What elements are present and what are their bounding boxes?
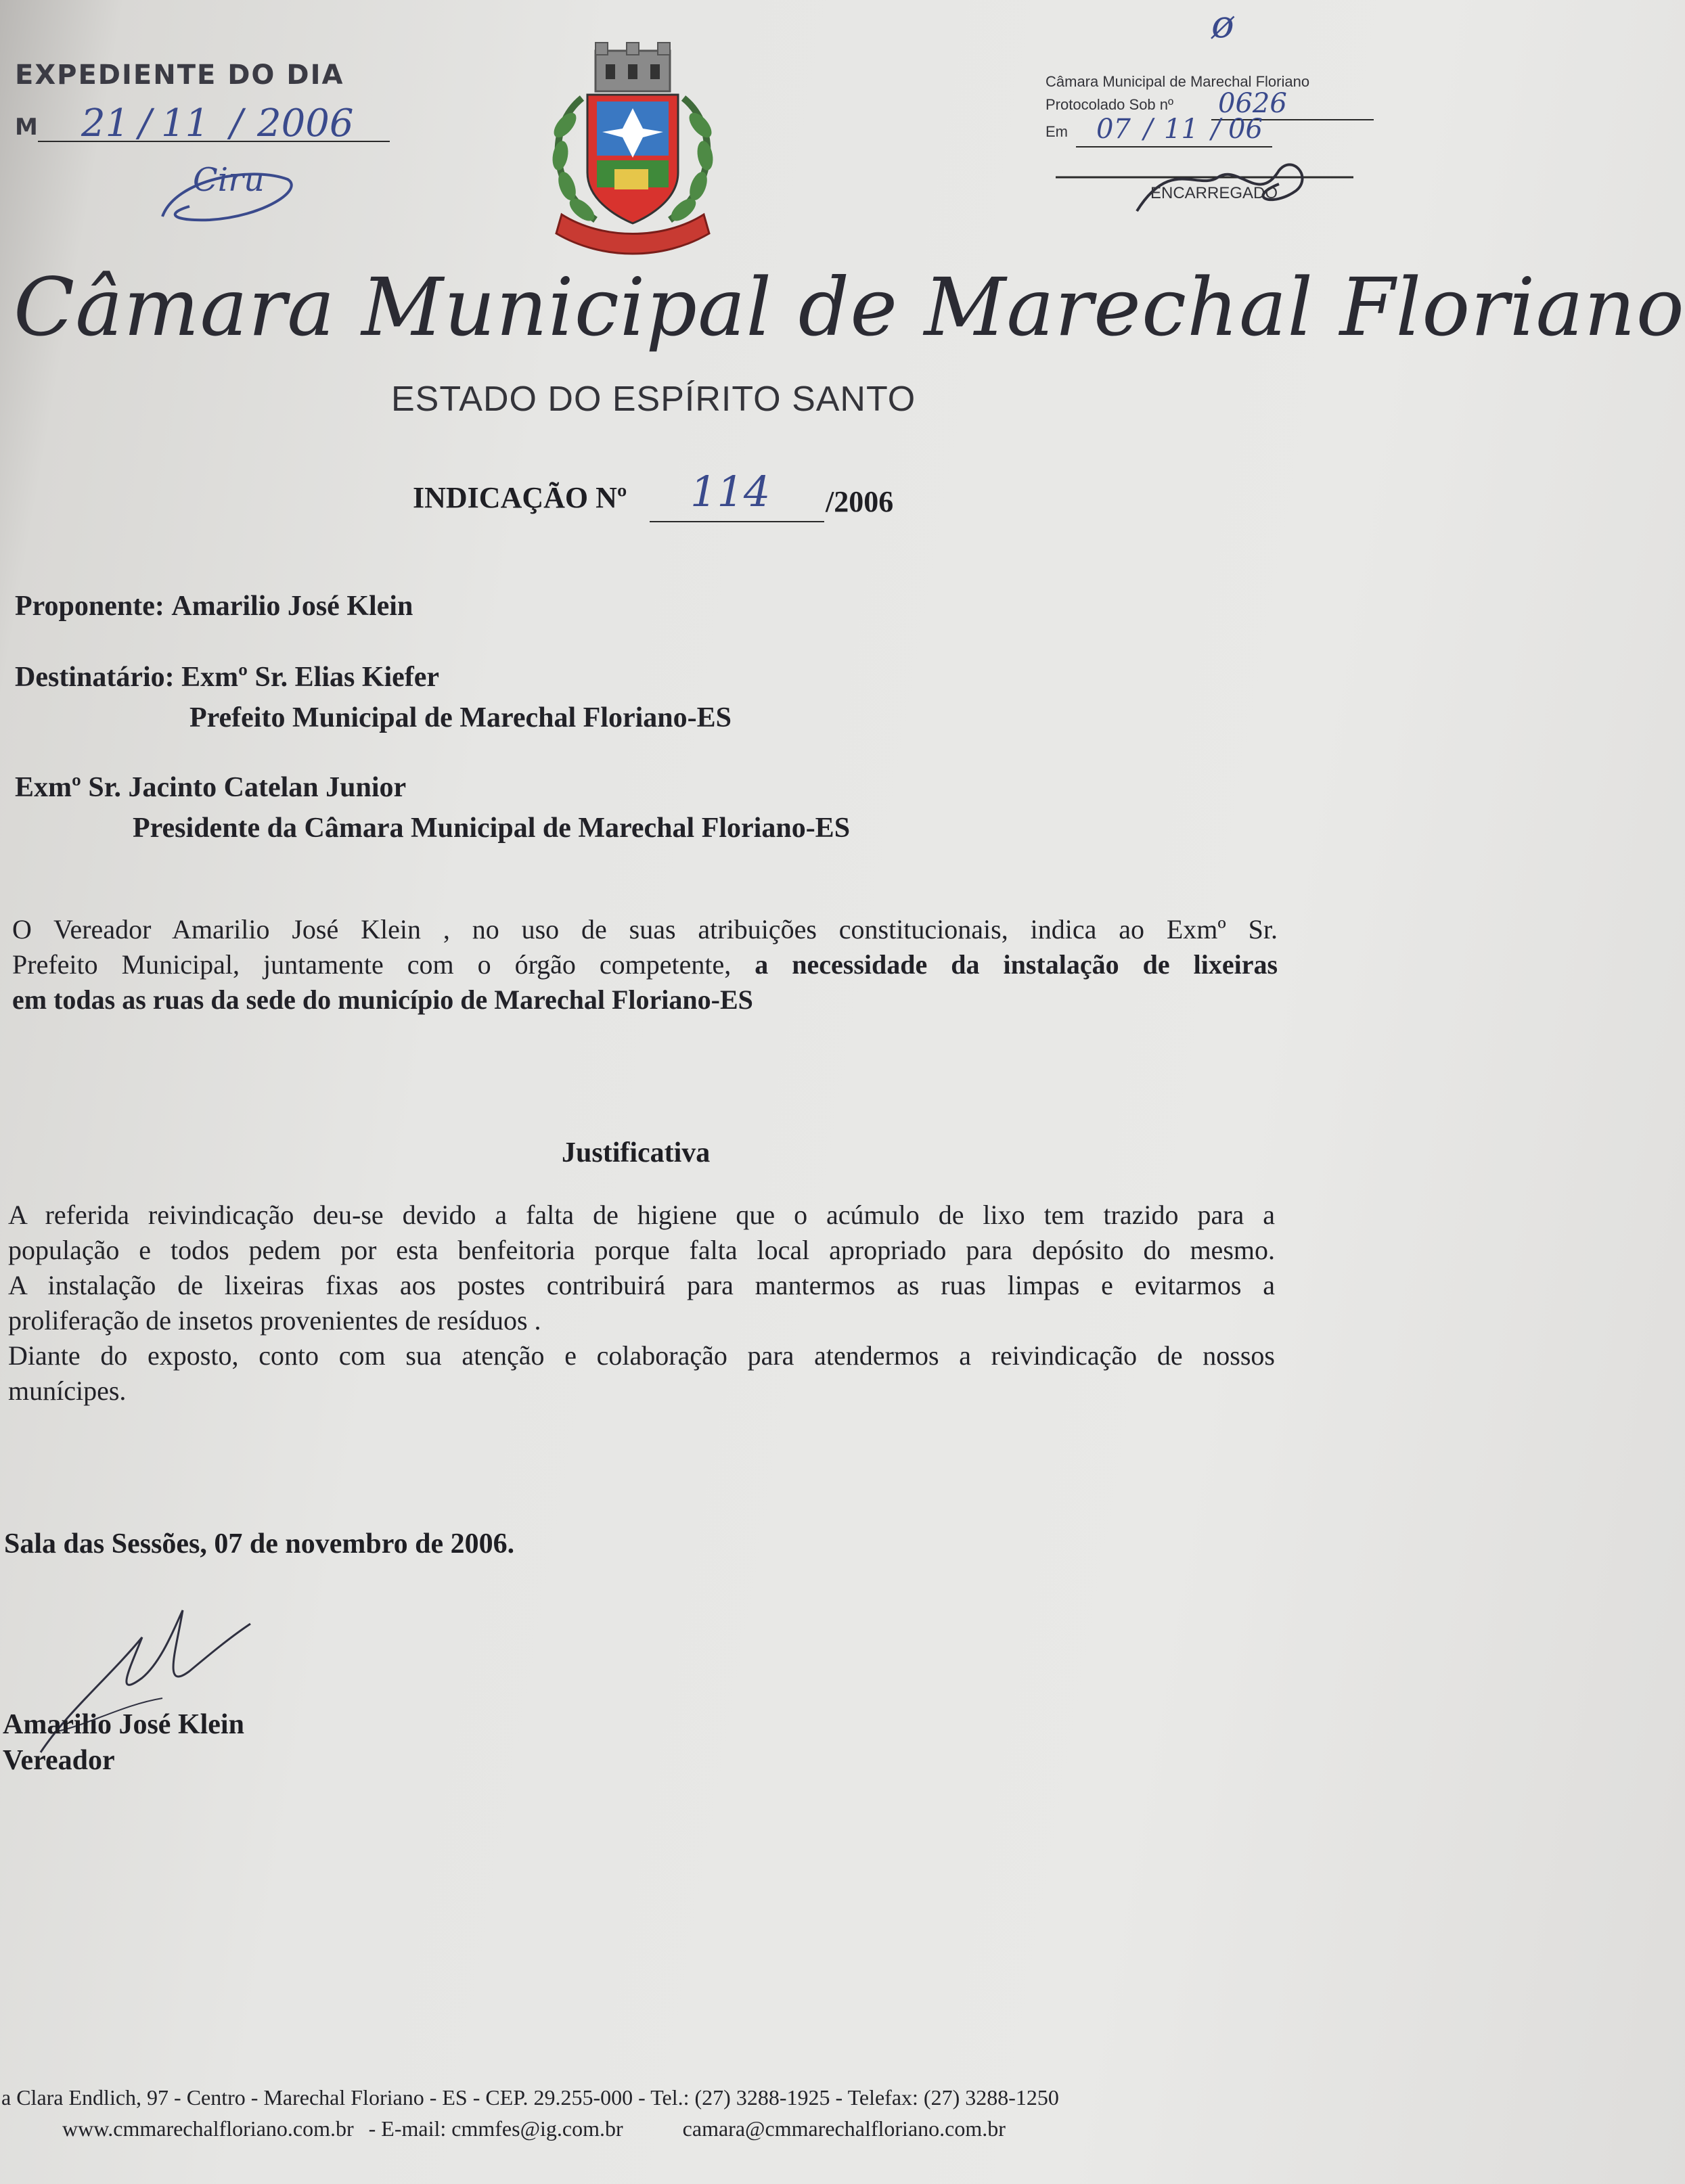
protocol-stamp-chamber: Câmara Municipal de Marechal Floriano bbox=[1046, 73, 1310, 90]
protocol-role-label: ENCARREGADO bbox=[1150, 184, 1278, 202]
protocol-date-year: 06 bbox=[1228, 114, 1263, 145]
justificativa-line-3: A instalação de lixeiras fixas aos postes contribuirá para mantermos as ruas limpas e evitarmos a bbox=[8, 1270, 1275, 1300]
footer-contacts bbox=[62, 2116, 1006, 2141]
justificativa-line-6: munícipes. bbox=[8, 1375, 127, 1406]
second-recipient-name: Exmº Sr. Jacinto Catelan Junior bbox=[15, 772, 407, 803]
state-subtitle: ESTADO DO ESPÍRITO SANTO bbox=[391, 380, 916, 419]
protocol-number-value: 0626 bbox=[1218, 88, 1287, 119]
footer-address: a Clara Endlich, 97 - Centro - Marechal Floriano - ES - CEP. 29.255-000 - Tel.: (27) 3288-1925 - Telefax: (27) 3288-1250 bbox=[1, 2085, 1059, 2110]
proponente-label: Proponente: bbox=[15, 591, 164, 622]
protocol-date-line bbox=[1076, 146, 1272, 147]
chamber-title: Câmara Municipal de Marechal Floriano bbox=[14, 260, 1685, 354]
indicacao-number-line bbox=[650, 521, 824, 522]
justificativa-line-4: proliferação de insetos provenientes de resíduos . bbox=[8, 1305, 541, 1336]
indicacao-label: INDICAÇÃO Nº bbox=[413, 481, 627, 514]
expediente-initials: Ciru bbox=[193, 161, 265, 199]
justificativa-line-5: Diante do exposto, conto com sua atenção e colaboração para atendermos a reivindicação de nossos bbox=[8, 1340, 1275, 1371]
destinatario-title: Prefeito Municipal de Marechal Floriano-ES bbox=[189, 702, 732, 733]
expediente-date-sep-2: / bbox=[230, 101, 243, 145]
municipal-crest-icon bbox=[535, 37, 731, 260]
intro-paragraph bbox=[12, 912, 1278, 1018]
corner-handwritten-mark: ø bbox=[1211, 3, 1234, 47]
justificativa-heading: Justificativa bbox=[562, 1137, 711, 1168]
signer-name: Amarilio José Klein bbox=[3, 1709, 244, 1740]
expediente-date-sep-1: / bbox=[139, 101, 152, 145]
expediente-date-month: 11 bbox=[161, 101, 210, 145]
intro-line-2-text: Prefeito Municipal, juntamente com o órgão competente, bbox=[12, 949, 732, 980]
protocol-date-day: 07 bbox=[1096, 114, 1131, 145]
indicacao-year: /2006 bbox=[826, 485, 894, 518]
intro-bold-line-2: em todas as ruas da sede do município de Marechal Floriano-ES bbox=[12, 984, 753, 1015]
justificativa-line-1: A referida reivindicação deu-se devido a falta de higiene que o acúmulo de lixo tem trazido para a bbox=[8, 1200, 1275, 1230]
footer-email-1[interactable]: cmmfes@ig.com.br bbox=[451, 2116, 623, 2141]
footer-website[interactable]: www.cmmarechalfloriano.com.br bbox=[62, 2116, 354, 2141]
expediente-date-year: 2006 bbox=[257, 101, 354, 145]
proponente-line bbox=[15, 589, 413, 624]
footer-email-2[interactable]: camara@cmmarechalfloriano.com.br bbox=[682, 2116, 1006, 2141]
protocol-date-sep-2: / bbox=[1211, 114, 1221, 145]
expediente-date-day: 21 bbox=[81, 101, 130, 145]
destinatario-label: Destinatário: bbox=[15, 662, 175, 693]
signer-role: Vereador bbox=[3, 1745, 115, 1776]
protocol-date-month: 11 bbox=[1164, 114, 1198, 145]
expediente-date-prefix: M bbox=[15, 114, 39, 141]
destinatario-line bbox=[15, 660, 439, 695]
intro-bold-text: a necessidade da instalação de lixeiras bbox=[755, 949, 1278, 980]
expediente-stamp-title: EXPEDIENTE DO DIA bbox=[15, 60, 344, 91]
session-date-line: Sala das Sessões, 07 de novembro de 2006. bbox=[4, 1528, 515, 1560]
indicacao-number: 114 bbox=[690, 467, 771, 516]
destinatario-name: Exmº Sr. Elias Kiefer bbox=[181, 662, 440, 693]
footer-email-label: - E-mail: bbox=[368, 2116, 447, 2141]
justificativa-paragraph bbox=[8, 1198, 1275, 1409]
justificativa-line-2: população e todos pedem por esta benfeitoria porque falta local apropriado para depósito do mesmo. bbox=[8, 1235, 1275, 1265]
intro-line-1: O Vereador Amarilio José Klein , no uso de suas atribuições constitucionais, indica ao Exmº Sr. bbox=[12, 914, 1278, 945]
second-recipient-title: Presidente da Câmara Municipal de Marechal Floriano-ES bbox=[133, 813, 851, 844]
protocol-date-label: Em bbox=[1046, 123, 1068, 140]
protocol-number-label: Protocolado Sob nº bbox=[1046, 96, 1174, 113]
protocol-date-sep-1: / bbox=[1144, 114, 1153, 145]
proponente-name: Amarilio José Klein bbox=[171, 591, 413, 622]
intro-line-2 bbox=[12, 947, 1278, 982]
